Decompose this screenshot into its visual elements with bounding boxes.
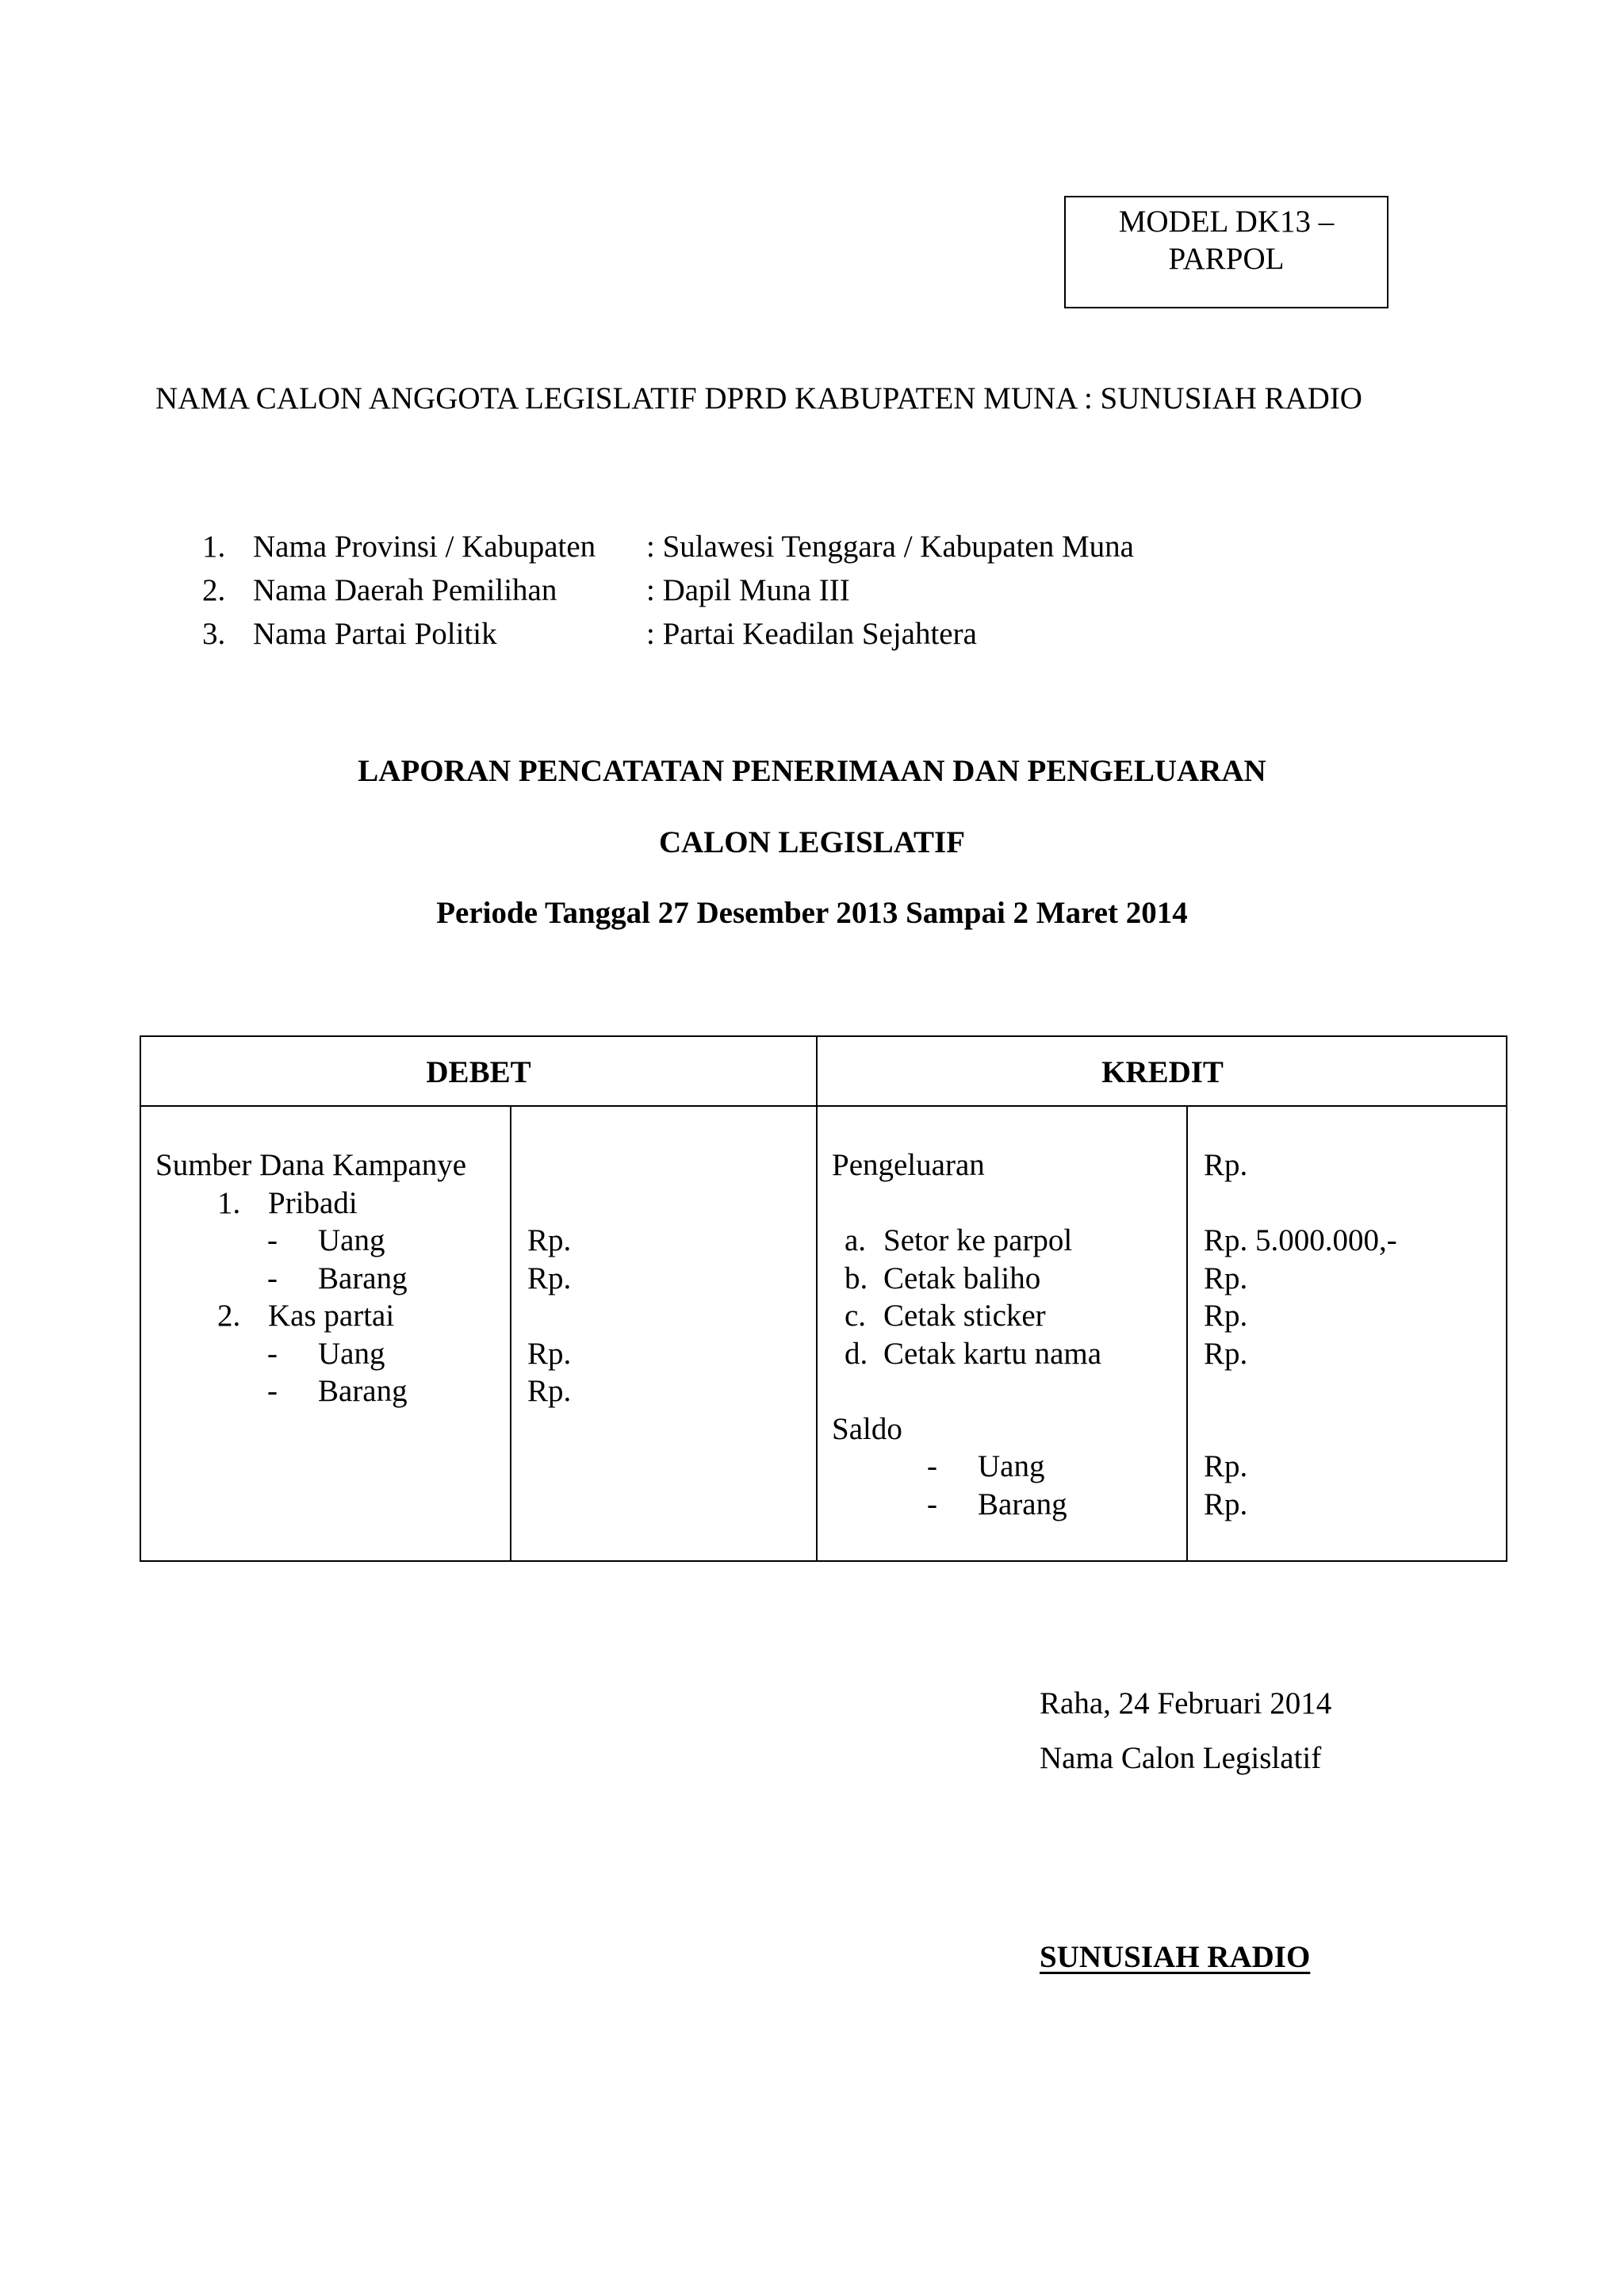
item-label: Uang	[978, 1449, 1045, 1483]
debet-group-pribadi	[155, 1184, 466, 1223]
info-number: 1.	[202, 530, 226, 564]
amount-pribadi-uang: Rp.	[527, 1223, 572, 1257]
item-dash: -	[267, 1223, 278, 1257]
item-label: Cetak kartu nama	[883, 1336, 1102, 1371]
model-box-line1: MODEL DK13 –	[1118, 205, 1335, 239]
info-value: : Dapil Muna III	[646, 573, 850, 607]
item-label: Barang	[318, 1374, 408, 1408]
item-dash: -	[267, 1374, 278, 1408]
amount-pribadi-barang: Rp.	[527, 1261, 572, 1295]
info-label: Nama Daerah Pemilihan	[253, 573, 557, 607]
blank-row	[1204, 1184, 1397, 1223]
model-box-line2: PARPOL	[1168, 242, 1285, 276]
amount-sticker: Rp.	[1204, 1299, 1248, 1333]
model-box	[1064, 196, 1388, 308]
item-label: Uang	[318, 1223, 385, 1257]
group-number: 2.	[217, 1299, 241, 1333]
info-row-province	[202, 525, 1134, 568]
debet-item-pribadi-barang	[155, 1260, 466, 1298]
signatory-role: Nama Calon Legislatif	[1040, 1741, 1322, 1775]
item-label: Cetak baliho	[883, 1261, 1041, 1295]
item-label: Barang	[978, 1487, 1067, 1521]
item-dash: -	[927, 1449, 937, 1483]
item-letter: c.	[845, 1299, 867, 1333]
info-value: : Partai Keadilan Sejahtera	[646, 617, 977, 651]
blank-row	[832, 1184, 1101, 1223]
saldo-heading: Saldo	[832, 1411, 902, 1446]
amount-pengeluaran: Rp.	[1204, 1148, 1248, 1182]
item-label: Setor ke parpol	[883, 1223, 1073, 1257]
blank-row	[527, 1146, 571, 1184]
debet-group-kas-partai	[155, 1297, 466, 1335]
item-dash: -	[267, 1336, 278, 1371]
candidate-line: NAMA CALON ANGGOTA LEGISLATIF DPRD KABUPATEN MUNA : SUNUSIAH RADIO	[155, 381, 1362, 415]
report-period: Periode Tanggal 27 Desember 2013 Sampai 2 Maret 2014	[436, 896, 1188, 930]
blank-row	[832, 1372, 1101, 1410]
amount-baliho: Rp.	[1204, 1261, 1248, 1295]
kredit-amount-divider	[1186, 1105, 1188, 1560]
kredit-amount-column	[1204, 1146, 1397, 1523]
amount-kas-uang: Rp.	[527, 1336, 572, 1371]
debet-item-pribadi-uang	[155, 1222, 466, 1260]
info-list	[202, 525, 1134, 656]
group-label: Kas partai	[268, 1299, 395, 1333]
info-row-electoral-district	[202, 568, 1134, 612]
saldo-item-barang	[832, 1486, 1101, 1524]
debet-amount-column	[527, 1146, 571, 1410]
debet-item-kas-uang	[155, 1335, 466, 1373]
signatory-name: SUNUSIAH RADIO	[1040, 1940, 1311, 1974]
place-date: Raha, 24 Februari 2014	[1040, 1686, 1332, 1720]
info-number: 2.	[202, 573, 226, 607]
amount-saldo-barang: Rp.	[1204, 1487, 1248, 1521]
blank-row	[1204, 1372, 1397, 1410]
kredit-item-baliho	[832, 1260, 1101, 1298]
blank-row	[527, 1184, 571, 1223]
saldo-item-uang	[832, 1448, 1101, 1486]
report-subtitle: CALON LEGISLATIF	[658, 825, 966, 859]
item-letter: d.	[845, 1336, 868, 1371]
debet-item-kas-barang	[155, 1372, 466, 1410]
info-row-party	[202, 612, 1134, 656]
amount-saldo-uang: Rp.	[1204, 1449, 1248, 1483]
item-label: Barang	[318, 1261, 408, 1295]
amount-setor: Rp. 5.000.000,-	[1204, 1223, 1397, 1257]
kredit-description-column	[832, 1146, 1101, 1523]
kredit-heading: Pengeluaran	[832, 1148, 985, 1182]
item-label: Uang	[318, 1336, 385, 1371]
group-label: Pribadi	[268, 1185, 358, 1220]
item-letter: b.	[845, 1261, 868, 1295]
info-number: 3.	[202, 617, 226, 651]
debet-header: DEBET	[426, 1054, 531, 1089]
amount-kas-barang: Rp.	[527, 1374, 572, 1408]
kredit-item-setor	[832, 1222, 1101, 1260]
info-label: Nama Provinsi / Kabupaten	[253, 530, 596, 564]
debet-amount-divider	[510, 1105, 511, 1560]
blank-row	[527, 1297, 571, 1335]
group-number: 1.	[217, 1185, 241, 1220]
info-label: Nama Partai Politik	[253, 617, 497, 651]
info-value: : Sulawesi Tenggara / Kabupaten Muna	[646, 530, 1134, 564]
report-title: LAPORAN PENCATATAN PENERIMAAN DAN PENGELUARAN	[358, 754, 1266, 788]
kredit-item-sticker	[832, 1297, 1101, 1335]
item-dash: -	[927, 1487, 937, 1521]
item-dash: -	[267, 1261, 278, 1295]
amount-kartu-nama: Rp.	[1204, 1336, 1248, 1371]
blank-row	[1204, 1410, 1397, 1448]
report-table	[140, 1035, 1507, 1562]
item-label: Cetak sticker	[883, 1299, 1046, 1333]
kredit-item-kartu-nama	[832, 1335, 1101, 1373]
kredit-header: KREDIT	[1101, 1054, 1224, 1089]
debet-heading: Sumber Dana Kampanye	[155, 1148, 467, 1182]
debet-description-column	[155, 1146, 466, 1410]
item-letter: a.	[845, 1223, 867, 1257]
table-center-divider	[816, 1037, 818, 1560]
